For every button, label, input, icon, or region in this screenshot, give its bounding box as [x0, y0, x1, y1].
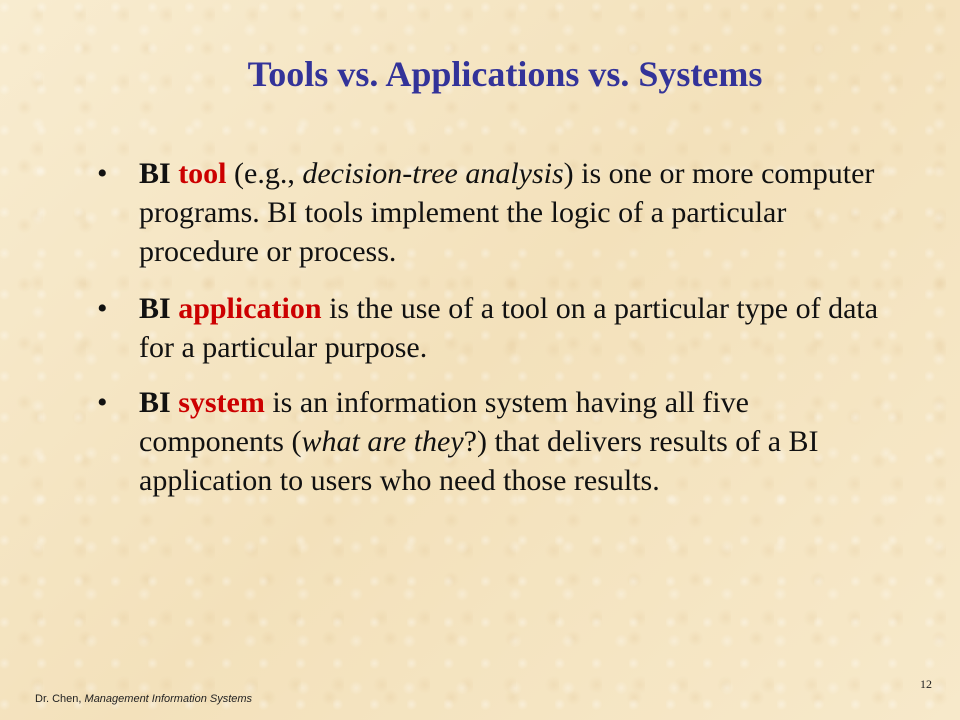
bullet-text: is the use of a tool on a particular type of data for a particular purpose. [139, 292, 879, 364]
slide-title: Tools vs. Applications vs. Systems [247, 54, 763, 94]
bullet-text: is an information system having all five components ( [139, 386, 749, 458]
bullet-lead: BI [139, 157, 171, 190]
footer-course: Management Information Systems [84, 693, 253, 705]
bullet-icon: • [97, 292, 108, 325]
bullet-term: system [178, 386, 265, 419]
footer-credit [35, 693, 252, 705]
bullet-italic-text: decision-tree analysis [302, 157, 564, 190]
bullet-list [97, 154, 887, 518]
bullet-text: (e.g., [226, 157, 303, 190]
bullet-item-system [97, 383, 887, 500]
bullet-text: ?) that delivers results of a BI application to users who need those results. [139, 425, 819, 497]
bullet-term: application [178, 292, 322, 325]
bullet-text: ) is one or more computer programs. BI tools implement the logic of a particular procedure or process. [139, 157, 875, 268]
page-number: 12 [920, 677, 932, 691]
footer-author: Dr. Chen, [35, 693, 85, 705]
bullet-lead: BI [139, 292, 171, 325]
bullet-italic-text: what are they [301, 425, 464, 458]
bullet-term: tool [178, 157, 227, 190]
bullet-lead: BI [139, 386, 171, 419]
bullet-icon: • [97, 157, 108, 190]
bullet-item-application [97, 289, 887, 367]
bullet-icon: • [97, 386, 108, 419]
bullet-item-tool [97, 154, 887, 271]
